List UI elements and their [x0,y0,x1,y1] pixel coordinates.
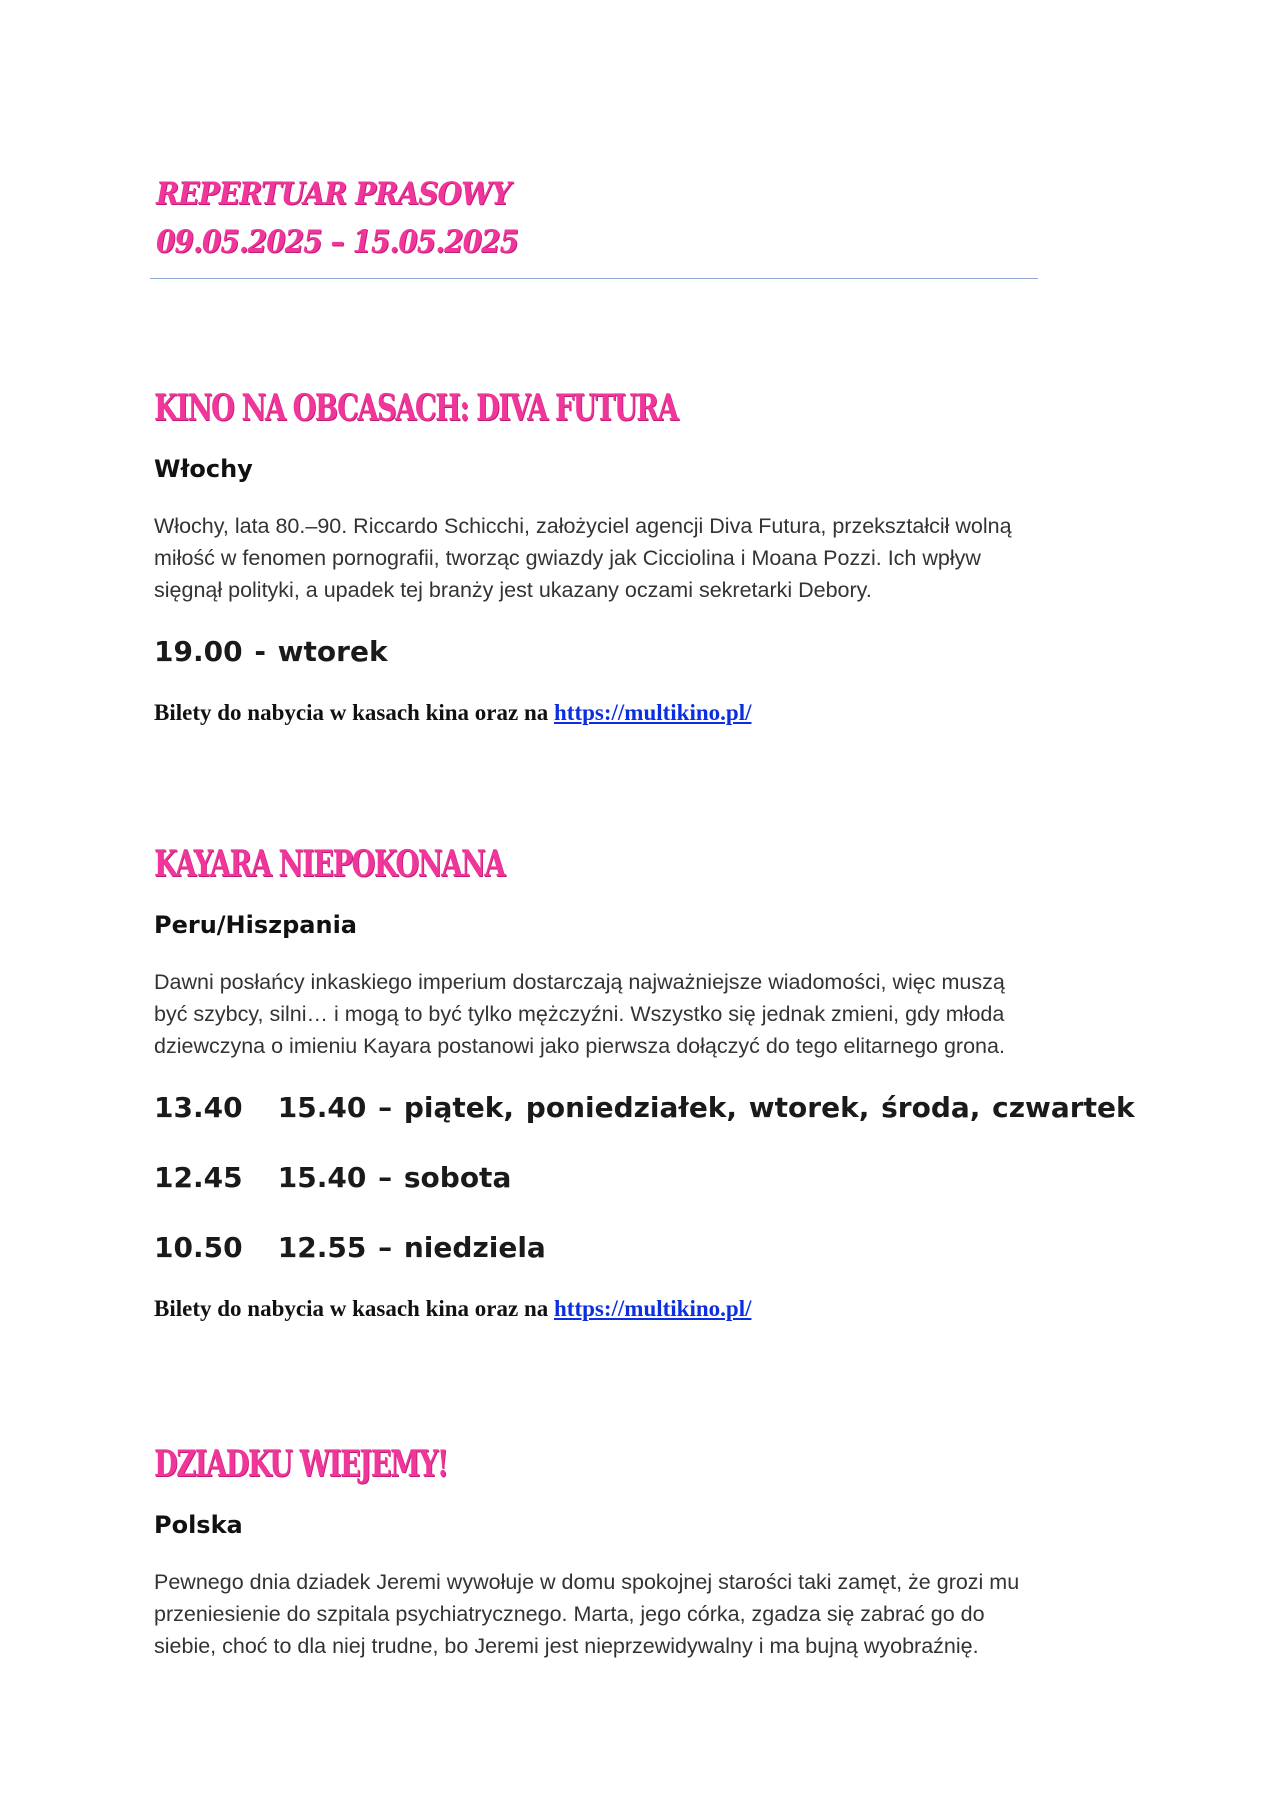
film-title: DZIADKU WIEJEMY! [154,1443,448,1485]
film-showtime: 19.00 - wtorek [154,635,388,668]
film-country: Peru/Hiszpania [154,911,358,939]
film-section-kayara [154,842,1135,1324]
date-range: 09.05.2025 – 15.05.2025 [156,224,519,260]
multikino-link[interactable]: https://multikino.pl/ [554,700,752,725]
description-line: Dawni posłańcy inkaskiego imperium dostarczają najważniejsze wiadomości, więc muszą [154,970,1005,994]
film-title: KINO NA OBCASACH: DIVA FUTURA [154,387,678,429]
description-line: sięgnął polityki, a upadek tej branży jest ukazany oczami sekretarki Debory. [154,578,872,602]
film-showtime: 10.50 12.55 – niedziela [154,1231,546,1264]
description-line: Włochy, lata 80.–90. Riccardo Schicchi, założyciel agencji Diva Futura, przekształcił wolną [154,514,1012,538]
description-line: być szybcy, silni… i mogą to być tylko mężczyźni. Wszystko się jednak zmieni, gdy młoda [154,1002,1005,1026]
film-description [154,966,1134,1062]
film-section-dziadku-wiejemy [154,1442,1134,1662]
film-country: Włochy [154,455,253,483]
repertoire-title: REPERTUAR PRASOWY [156,176,511,212]
multikino-link[interactable]: https://multikino.pl/ [554,1296,752,1321]
film-description [154,1566,1134,1662]
description-line: dziewczyna o imieniu Kayara postanowi jako pierwsza dołączyć do tego elitarnego grona. [154,1034,1005,1058]
description-line: przeniesienie do szpitala psychiatrycznego. Marta, jego córka, zgadza się zabrać go do [154,1602,985,1626]
tickets-text: Bilety do nabycia w kasach kina oraz na [154,700,554,725]
film-description [154,510,1134,606]
film-country: Polska [154,1511,243,1539]
header-divider [150,278,1038,279]
description-line: siebie, choć to dla niej trudne, bo Jeremi jest nieprzewidywalny i ma bujną wyobraźnię. [154,1634,979,1658]
film-section-diva-futura [154,386,1134,728]
description-line: miłość w fenomen pornografii, tworząc gwiazdy jak Cicciolina i Moana Pozzi. Ich wpływ [154,546,981,570]
tickets-text: Bilety do nabycia w kasach kina oraz na [154,1296,554,1321]
film-showtime: 12.45 15.40 – sobota [154,1161,512,1194]
description-line: Pewnego dnia dziadek Jeremi wywołuje w domu spokojnej starości taki zamęt, że grozi mu [154,1570,1020,1594]
tickets-info [154,1294,1135,1324]
film-title: KAYARA NIEPOKONANA [154,843,505,885]
document-header [156,170,558,266]
film-showtime: 13.40 15.40 – piątek, poniedziałek, wtorek, środa, czwartek [154,1091,1135,1124]
tickets-info [154,698,1134,728]
